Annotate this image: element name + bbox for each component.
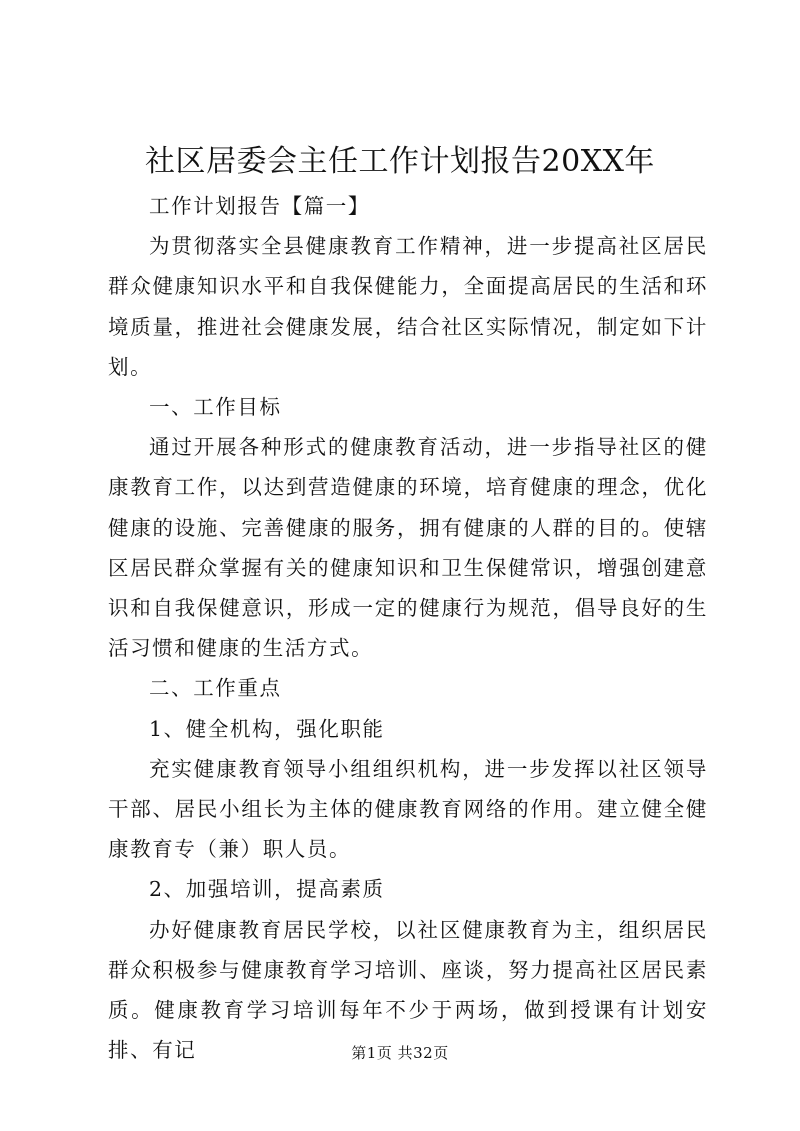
- body-paragraph-training: 办好健康教育居民学校，以社区健康教育为主，组织居民群众积极参与健康教育学习培训、座谈，努力提高社区居民素质。健康教育学习培训每年不少于两场，做到授课有计划安排、有记: [108, 917, 708, 1063]
- body-paragraph-organization: 充实健康教育领导小组组织机构，进一步发挥以社区领导干部、居民小组长为主体的健康教育网络的作用。建立健全健康教育专（兼）职人员。: [108, 756, 708, 862]
- document-title: 社区居委会主任工作计划报告20XX年: [145, 144, 655, 179]
- section-heading-plan-report: 工作计划报告【篇一】: [149, 194, 370, 218]
- document-body: [108, 186, 708, 1070]
- section-heading-work-goals: 一、工作目标: [149, 395, 282, 420]
- body-paragraph-goals: 通过开展各种形式的健康教育活动，进一步指导社区的健康教育工作，以达到营造健康的环境，培育健康的理念，优化健康的设施、完善健康的服务，拥有健康的人群的目的。使辖区居民群众掌握有关的健康知识和卫生保健常识，增强创建意识和自我保健意识，形成一定的健康行为规范，倡导良好的生活习惯和健康的生活方式。: [108, 435, 708, 661]
- body-paragraph-intro: 为贯彻落实全县健康教育工作精神，进一步提高社区居民群众健康知识水平和自我保健能力，全面提高居民的生活和环境质量，推进社会健康发展，结合社区实际情况，制定如下计划。: [108, 234, 708, 379]
- page-number: 第1页 共32页: [351, 1044, 449, 1062]
- section-heading-work-focus: 二、工作重点: [149, 676, 282, 701]
- subheading-organization: 1、健全机构，强化职能: [149, 716, 385, 741]
- subheading-training: 2、加强培训，提高素质: [149, 877, 385, 902]
